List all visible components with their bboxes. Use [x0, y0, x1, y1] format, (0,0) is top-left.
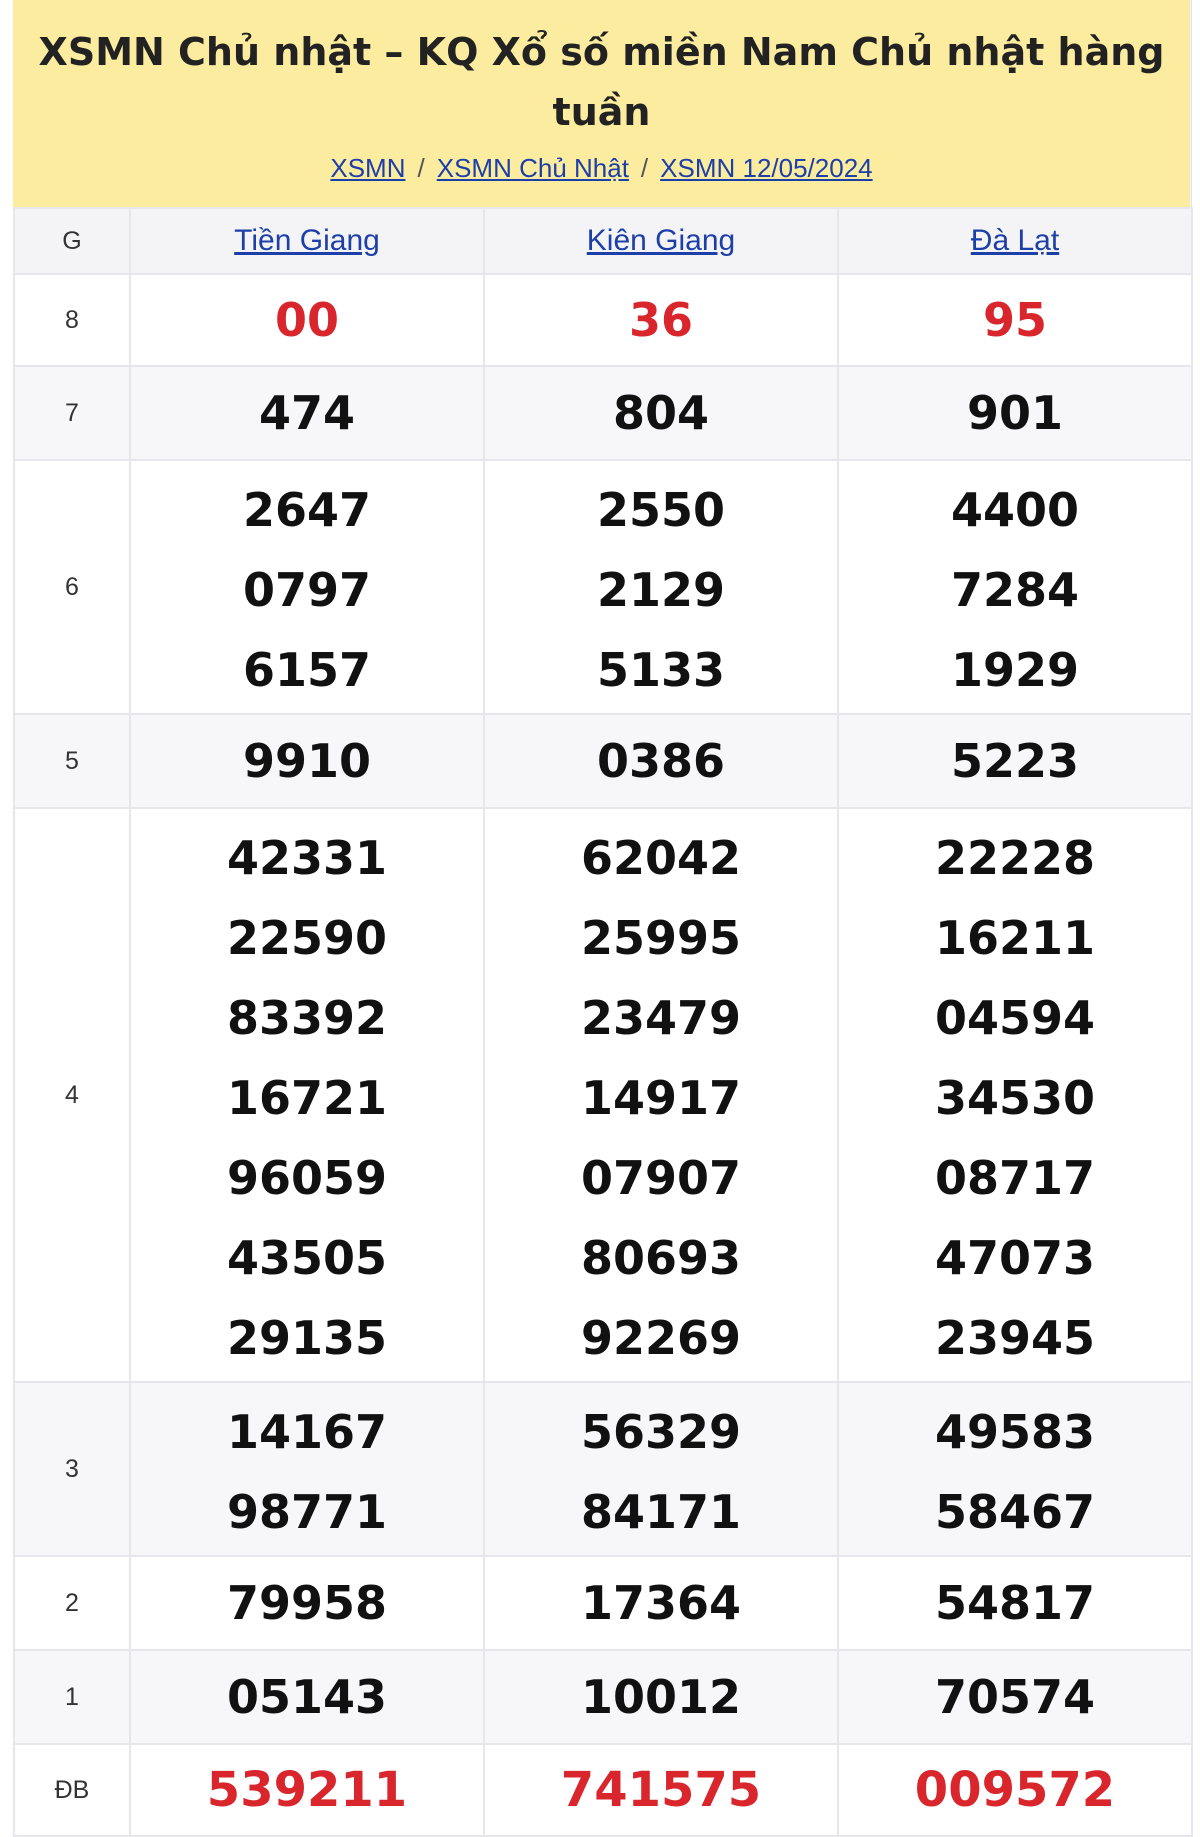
result-cell [130, 1382, 484, 1556]
result-number: 56329 [580, 1405, 742, 1459]
result-number: 00 [274, 293, 339, 347]
prize-label: 6 [14, 460, 130, 714]
result-cell [838, 460, 1192, 714]
result-number: 58467 [934, 1485, 1096, 1539]
province-header-da-lat [838, 208, 1192, 274]
result-number: 1929 [950, 643, 1080, 697]
result-number: 741575 [560, 1762, 762, 1818]
result-number: 79958 [226, 1576, 388, 1630]
prize-row [14, 714, 1192, 808]
prize-label: 1 [14, 1650, 130, 1744]
result-number: 29135 [226, 1311, 388, 1365]
result-number: 80693 [580, 1231, 742, 1285]
result-cell [130, 460, 484, 714]
result-number: 05143 [226, 1670, 388, 1724]
result-cell [484, 808, 838, 1382]
result-number: 08717 [934, 1151, 1096, 1205]
result-number: 2647 [242, 483, 372, 537]
result-number: 23945 [934, 1311, 1096, 1365]
result-number: 7284 [950, 563, 1080, 617]
result-number: 04594 [934, 991, 1096, 1045]
result-number: 83392 [226, 991, 388, 1045]
result-number: 901 [966, 386, 1064, 440]
result-number: 70574 [934, 1670, 1096, 1724]
result-number: 95 [982, 293, 1047, 347]
prize-row [14, 1382, 1192, 1556]
result-number: 36 [628, 293, 693, 347]
result-cell [838, 1556, 1192, 1650]
result-cell [484, 1744, 838, 1836]
result-number: 84171 [580, 1485, 742, 1539]
result-number: 5133 [596, 643, 726, 697]
result-number: 17364 [580, 1576, 742, 1630]
result-number: 42331 [226, 831, 388, 885]
result-cell [838, 808, 1192, 1382]
result-cell [130, 366, 484, 460]
result-number: 98771 [226, 1485, 388, 1539]
prize-label: 3 [14, 1382, 130, 1556]
result-cell [838, 366, 1192, 460]
result-number: 49583 [934, 1405, 1096, 1459]
prize-row [14, 366, 1192, 460]
result-number: 2129 [596, 563, 726, 617]
breadcrumb-link-xsmn[interactable]: XSMN [330, 153, 406, 183]
result-number: 25995 [580, 911, 742, 965]
result-number: 16211 [934, 911, 1096, 965]
result-cell [838, 714, 1192, 808]
result-cell [130, 808, 484, 1382]
province-link-tien-giang[interactable]: Tiền Giang [234, 224, 380, 257]
result-number: 474 [258, 386, 356, 440]
result-cell [130, 714, 484, 808]
table-header-row [14, 208, 1192, 274]
prize-row [14, 1744, 1192, 1836]
prize-row [14, 460, 1192, 714]
result-number: 14917 [580, 1071, 742, 1125]
result-cell [484, 1556, 838, 1650]
result-number: 92269 [580, 1311, 742, 1365]
prize-row [14, 808, 1192, 1382]
result-number: 62042 [580, 831, 742, 885]
result-cell [130, 1556, 484, 1650]
result-number: 43505 [226, 1231, 388, 1285]
result-number: 96059 [226, 1151, 388, 1205]
province-header-kien-giang [484, 208, 838, 274]
result-number: 07907 [580, 1151, 742, 1205]
result-number: 539211 [206, 1762, 408, 1818]
prize-label: 4 [14, 808, 130, 1382]
result-number: 22590 [226, 911, 388, 965]
results-table [13, 207, 1193, 1837]
breadcrumb-link-xsmn-chu-nhat[interactable]: XSMN Chủ Nhật [436, 153, 629, 183]
result-cell [484, 1650, 838, 1744]
result-number: 54817 [934, 1576, 1096, 1630]
result-number: 9910 [242, 734, 372, 788]
result-number: 6157 [242, 643, 372, 697]
prize-label: ĐB [14, 1744, 130, 1836]
prize-row [14, 274, 1192, 366]
prize-row [14, 1556, 1192, 1650]
result-cell [484, 366, 838, 460]
prize-label: 8 [14, 274, 130, 366]
prize-label: 5 [14, 714, 130, 808]
result-number: 14167 [226, 1405, 388, 1459]
result-number: 0797 [242, 563, 372, 617]
result-number: 2550 [596, 483, 726, 537]
breadcrumb-separator: / [640, 153, 649, 183]
result-number: 0386 [596, 734, 726, 788]
prize-label: 2 [14, 1556, 130, 1650]
result-number: 47073 [934, 1231, 1096, 1285]
page-title: XSMN Chủ nhật – KQ Xổ số miền Nam Chủ nhật hàng tuần [38, 30, 1165, 134]
result-number: 5223 [950, 734, 1080, 788]
result-number: 23479 [580, 991, 742, 1045]
province-link-da-lat[interactable]: Đà Lạt [970, 224, 1060, 257]
result-number: 16721 [226, 1071, 388, 1125]
result-cell [838, 1744, 1192, 1836]
result-number: 804 [612, 386, 710, 440]
breadcrumb [13, 151, 1190, 185]
result-cell [484, 1382, 838, 1556]
prize-column-header: G [14, 208, 130, 274]
result-cell [130, 274, 484, 366]
result-cell [484, 460, 838, 714]
result-number: 009572 [914, 1762, 1116, 1818]
result-cell [838, 1650, 1192, 1744]
result-number: 10012 [580, 1670, 742, 1724]
province-link-kien-giang[interactable]: Kiên Giang [586, 224, 736, 257]
result-cell [130, 1650, 484, 1744]
result-number: 34530 [934, 1071, 1096, 1125]
result-cell [484, 714, 838, 808]
breadcrumb-link-xsmn-date[interactable]: XSMN 12/05/2024 [660, 153, 873, 183]
result-number: 22228 [934, 831, 1096, 885]
result-cell [838, 1382, 1192, 1556]
prize-label: 7 [14, 366, 130, 460]
result-cell [130, 1744, 484, 1836]
province-header-tien-giang [130, 208, 484, 274]
breadcrumb-separator: / [417, 153, 425, 183]
results-header [13, 0, 1190, 207]
result-number: 4400 [950, 483, 1080, 537]
result-cell [838, 274, 1192, 366]
prize-row [14, 1650, 1192, 1744]
result-cell [484, 274, 838, 366]
